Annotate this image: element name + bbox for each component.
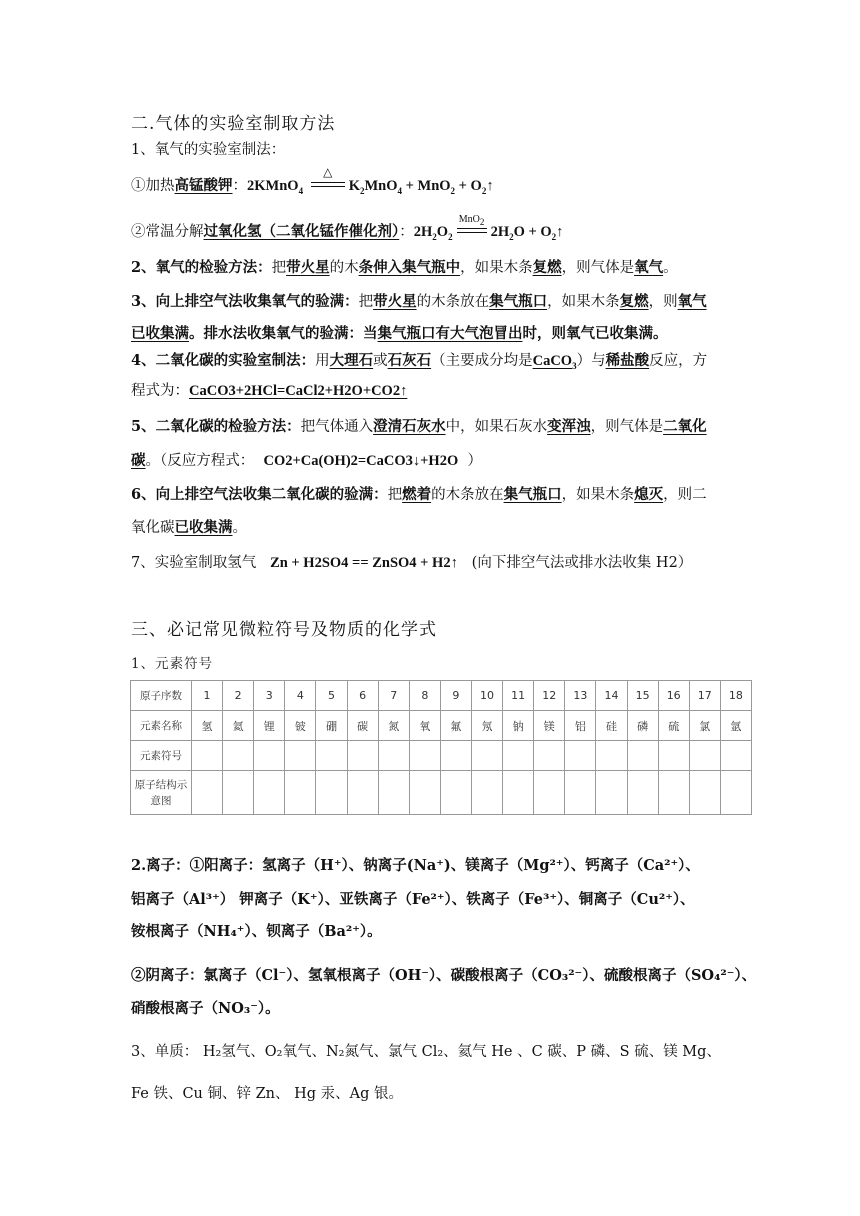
element-name-cell: 磷: [627, 711, 658, 741]
co2-test-equation: 碳。（反应方程式： CO2+Ca(OH)2=CaCO3↓+H2O ）: [131, 452, 482, 469]
co2-fullness-check-cont: 氧化碳已收集满。: [131, 519, 247, 536]
atomic-number-cell: 11: [503, 681, 534, 711]
element-symbols-subtitle: 1、元素符号: [131, 656, 214, 672]
atomic-number-cell: 8: [409, 681, 440, 711]
element-symbol-cell: [534, 741, 565, 771]
row-header: 元素名称: [131, 711, 192, 741]
o2-method-kmno4: ①加热高锰酸钾：2KMnO$_4$ △ $K_2MnO_4 + MnO_2$ + $O_2↑$: [131, 165, 494, 196]
atomic-structure-cell: [254, 771, 285, 815]
element-symbol-cell: [347, 741, 378, 771]
element-symbol-cell: [596, 741, 627, 771]
atomic-structure-cell: [658, 771, 689, 815]
element-symbol-cell: [565, 741, 596, 771]
atomic-number-cell: 13: [565, 681, 596, 711]
atomic-structure-cell: [347, 771, 378, 815]
heat-condition: △: [309, 178, 347, 190]
atomic-structure-cell: [223, 771, 254, 815]
atomic-structure-cell: [316, 771, 347, 815]
atomic-number-cell: 14: [596, 681, 627, 711]
o2-title: 1、氧气的实验室制法：: [131, 142, 286, 158]
atomic-number-cell: 5: [316, 681, 347, 711]
element-name-cell: 铝: [565, 711, 596, 741]
element-name-cell: 氖: [471, 711, 502, 741]
element-name-cell: 氩: [720, 711, 751, 741]
elements-line-1: 3、单质： H₂氢气、O₂氧气、N₂氮气、氯气 Cl₂、氦气 He 、C 碳、P 磷、S 硫、镁 Mg、: [131, 1044, 721, 1060]
h2o2-equation: $2H_2O_2$ MnO$_2$ $2H_2O$ + $O_2↑$: [413, 214, 564, 242]
element-symbol-cell: [409, 741, 440, 771]
anion-line-2: 硝酸根离子（NO₃⁻）。: [131, 1000, 280, 1017]
atomic-number-cell: 15: [627, 681, 658, 711]
atomic-structure-cell: [378, 771, 409, 815]
atomic-structure-cell: [471, 771, 502, 815]
catalyst-condition: MnO$_2$: [455, 224, 489, 236]
element-name-cell: 氮: [378, 711, 409, 741]
atomic-number-cell: 1: [192, 681, 223, 711]
cation-line-2: 铝离子（Al³⁺） 钾离子（K⁺）、亚铁离子（Fe²⁺）、铁离子（Fe³⁺）、铜离子（Cu²⁺）、: [131, 891, 695, 908]
o2-fullness-check-cont: 已收集满。排水法收集氧气的验满：当集气瓶口有大气泡冒出时，则氧气已收集满。: [131, 325, 668, 342]
element-symbol-cell: [471, 741, 502, 771]
co2-preparation: 4、二氧化碳的实验室制法：用大理石或石灰石（主要成分均是CaCO$_3$）与稀盐酸反应，方: [131, 352, 708, 371]
element-symbol-cell: [316, 741, 347, 771]
element-symbol-cell: [254, 741, 285, 771]
element-name-cell: 硫: [658, 711, 689, 741]
elements-line-2: Fe 铁、Cu 铜、锌 Zn、 Hg 汞、Ag 银。: [131, 1086, 404, 1102]
table-row-atomic-number: [131, 681, 752, 711]
element-name-cell: 铍: [285, 711, 316, 741]
o2-method-h2o2: ②常温分解过氧化氢（二氧化锰作催化剂）：$2H_2O_2$ MnO$_2$ $2H_2O$ + $O_2↑$: [131, 214, 564, 242]
table-row-element-name: [131, 711, 752, 741]
o2-test-method: 2、氧气的检验方法：把带火星的木条伸入集气瓶中，如果木条复燃，则气体是氧气。: [131, 259, 678, 276]
co2-equation: CaCO3+2HCl=CaCl2+H2O+CO2↑: [189, 383, 408, 399]
atomic-number-cell: 12: [534, 681, 565, 711]
section3-title: 三、必记常见微粒符号及物质的化学式: [131, 620, 437, 640]
element-name-cell: 氯: [689, 711, 720, 741]
atomic-number-cell: 6: [347, 681, 378, 711]
element-name-cell: 氦: [223, 711, 254, 741]
element-table: [130, 680, 752, 815]
atomic-structure-cell: [627, 771, 658, 815]
kmno4-equation: 2KMnO$_4$ △ $K_2MnO_4 + MnO_2$ + $O_2↑$: [247, 165, 494, 196]
co2-test-method: 5、二氧化碳的检验方法：把气体通入澄清石灰水中，如果石灰水变浑浊，则气体是二氧化: [131, 418, 707, 435]
row-header: 原子结构示意图: [131, 771, 192, 815]
element-name-cell: 碳: [347, 711, 378, 741]
h2-preparation: 7、实验室制取氢气 Zn + H2SO4 == ZnSO4 + H2↑ (向下排空气法或排水法收集 H2）: [131, 555, 693, 571]
atomic-number-cell: 2: [223, 681, 254, 711]
element-symbol-cell: [223, 741, 254, 771]
element-symbol-cell: [720, 741, 751, 771]
atomic-number-cell: 7: [378, 681, 409, 711]
atomic-structure-cell: [720, 771, 751, 815]
table-row-element-symbol: [131, 741, 752, 771]
atomic-structure-cell: [192, 771, 223, 815]
element-name-cell: 钠: [503, 711, 534, 741]
atomic-number-cell: 18: [720, 681, 751, 711]
atomic-number-cell: 9: [440, 681, 471, 711]
element-name-cell: 镁: [534, 711, 565, 741]
atomic-structure-cell: [409, 771, 440, 815]
atomic-number-cell: 17: [689, 681, 720, 711]
atomic-structure-cell: [596, 771, 627, 815]
element-symbol-cell: [192, 741, 223, 771]
anion-line-1: ②阴离子：氯离子（Cl⁻）、氢氧根离子（OH⁻）、碳酸根离子（CO₃²⁻）、硫酸根离子（SO₄²⁻）、: [131, 967, 757, 984]
element-symbol-cell: [503, 741, 534, 771]
element-name-cell: 氧: [409, 711, 440, 741]
element-symbol-cell: [378, 741, 409, 771]
element-symbol-cell: [285, 741, 316, 771]
atomic-structure-cell: [285, 771, 316, 815]
section2-title: 二.气体的实验室制取方法: [131, 114, 336, 134]
cation-line-3: 铵根离子（NH₄⁺）、钡离子（Ba²⁺）。: [131, 923, 382, 940]
row-header: 原子序数: [131, 681, 192, 711]
element-symbol-cell: [440, 741, 471, 771]
element-symbol-cell: [658, 741, 689, 771]
atomic-structure-cell: [689, 771, 720, 815]
atomic-number-cell: 3: [254, 681, 285, 711]
element-name-cell: 氟: [440, 711, 471, 741]
element-name-cell: 锂: [254, 711, 285, 741]
element-symbol-cell: [627, 741, 658, 771]
atomic-structure-cell: [565, 771, 596, 815]
row-header: 元素符号: [131, 741, 192, 771]
co2-fullness-check: 6、向上排空气法收集二氧化碳的验满：把燃着的木条放在集气瓶口，如果木条熄灭，则二: [131, 486, 707, 503]
atomic-number-cell: 16: [658, 681, 689, 711]
element-name-cell: 氢: [192, 711, 223, 741]
co2-equation-line: 程式为：CaCO3+2HCl=CaCl2+H2O+CO2↑: [131, 383, 408, 399]
atomic-number-cell: 4: [285, 681, 316, 711]
cation-line-1: 2.离子：①阳离子：氢离子（H⁺）、钠离子(Na⁺)、镁离子（Mg²⁺）、钙离子（Ca²⁺）、: [131, 857, 700, 874]
table-row-atomic-structure: [131, 771, 752, 815]
o2-fullness-check: 3、向上排空气法收集氧气的验满：把带火星的木条放在集气瓶口，如果木条复燃，则氧气: [131, 293, 707, 310]
element-name-cell: 硅: [596, 711, 627, 741]
element-name-cell: 硼: [316, 711, 347, 741]
atomic-number-cell: 10: [471, 681, 502, 711]
atomic-structure-cell: [503, 771, 534, 815]
atomic-structure-cell: [440, 771, 471, 815]
atomic-structure-cell: [534, 771, 565, 815]
element-symbol-cell: [689, 741, 720, 771]
